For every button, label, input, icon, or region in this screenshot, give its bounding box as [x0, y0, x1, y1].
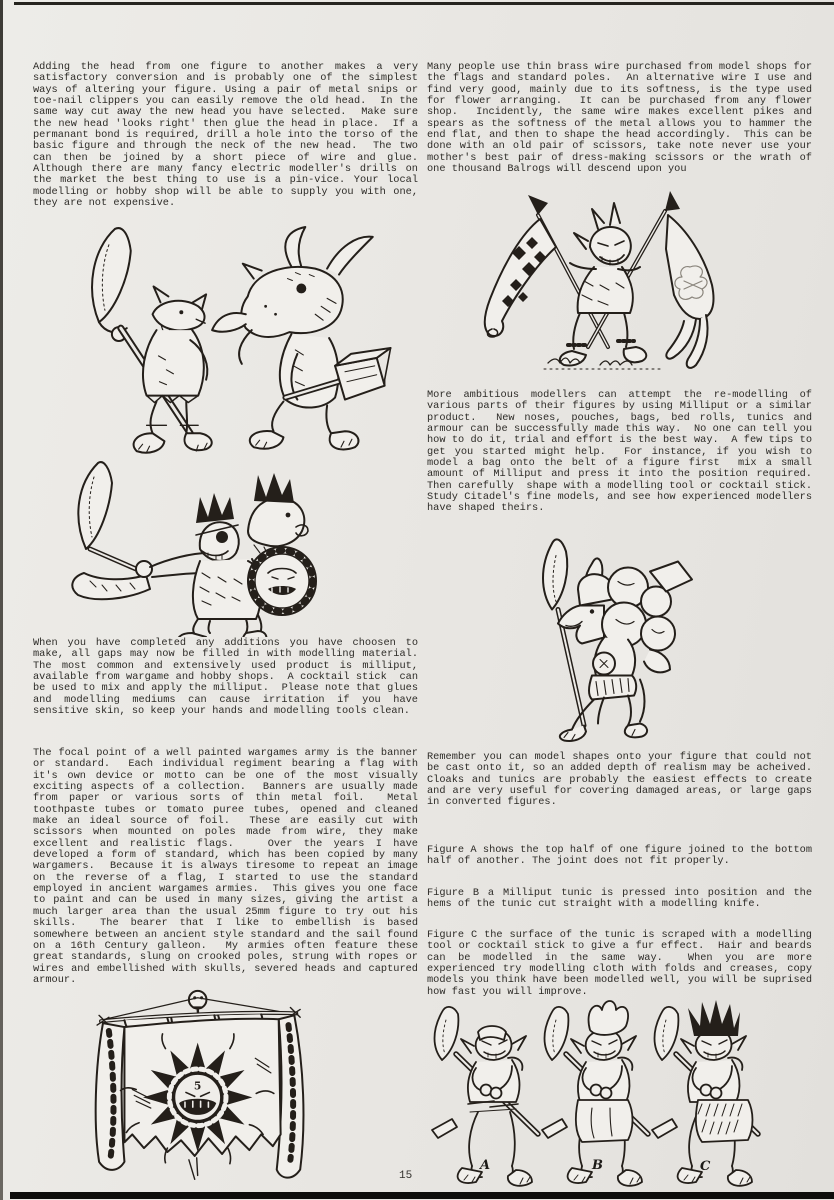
paragraph-milliput-gaps: When you have completed any additions you have choosen to make, all gaps may now be filled in with modelling material. The most common and extensively used product is milliput, available from wargame and hobby shops. A cocktail stick can be used to mix and apply the milliput. Please note that glues and modelling mediums can cause irritation if you have sensitive skin, so keep your hands and modelling tools clean.: [33, 637, 431, 718]
paragraph-model-shapes: Remember you can model shapes onto your figure that could not be cast onto it, so an added depth of realism may be acheived. Cloaks and tunics are probably the easiest effects to create and are very useful for covering damaged areas, or large gaps in converted figures.: [427, 751, 825, 809]
page-top-border: [14, 2, 834, 5]
illustration-standard-bearer: [460, 188, 760, 380]
paragraph-brass-wire: Many people use thin brass wire purchased from model shops for the flags and standard poles. An alternative wire I use and find very good, mainly due to its softness, is the type used for flower arranging. It can be purchased from any flower shop. Incidently, the same wire makes excellent pikes and spears as the softness of the metal allows you to hammer the end flat, and then to shape the head accordingly. This can be done with an old pair of scissors, take note never use your mother's best pair of dress-making scissors or the wrath of one thousand Balrogs will descend upon you: [427, 61, 819, 176]
paragraph-banners-standards: The focal point of a well painted wargames army is the banner or standard. Each individual regiment bearing a flag with it's own device or motto can be one of the most visually exciting aspects of a collection. Banners are usually made from paper or various sorts of thin metal foil. Metal toothpaste tubes or tomato puree tubes, opened and cleaned make an ideal source of foil. These are easily cut with scissors when mounted on poles made from wire, they make excellent and realistic flags. Over the years I have developed a form of standard, which has been copied by many wargamers. Because it is always tiresome to repeat an image on the reverse of a flag, I started to use the standard employed in ancient wargames armies. This gives you one face to paint and can be used in many sizes, giving the artist a much larger area than the usual 25mm figure to try out his skills. The bearer that I like to embellish is based somewhere between an ancient style standard and the sail found on a 16th Century galleon. My armies often feature these great standards, slung on crooked poles, strung with ropes or wires and embellished with skulls, severed heads and captured armour.: [33, 747, 425, 986]
figure-label-c: C: [700, 1159, 711, 1174]
paragraph-figure-c: Figure C the surface of the tunic is scraped with a modelling tool or cocktail stick to give a fur effect. Hair and beards can be modelled in the same way. When you are more experienced try modelling cloth with folds and creases, copy models you think have been modelled well, you will be suprised how fast you will improve.: [427, 929, 819, 998]
figure-c-drawing: [652, 1000, 758, 1186]
paragraph-figure-a: Figure A shows the top half of one figure joined to the bottom half of another. The joint does not fit properly.: [427, 844, 819, 868]
paragraph-figure-b: Figure B a Milliput tunic is pressed into position and the hems of the tunic cut straight with a modelling knife.: [427, 887, 819, 911]
standard-bearer-drawing: [485, 191, 714, 369]
page-bottom-border: [10, 1192, 834, 1199]
pack-goblin-drawing: [543, 539, 692, 741]
illustration-two-headed-goblin: [50, 457, 390, 637]
illustration-pack-goblin: [500, 528, 740, 746]
illustration-sun-banner: [60, 988, 390, 1193]
paragraph-head-conversion: Adding the head from one figure to another makes a very satisfactory conversion and is probably one of the simplest ways of altering your figure. Using a pair of metal snips or toe-nail clippers you can easily remove the old head. In the same way cut away the new head you have selected. Make sure the new head 'looks right' then glue the head in place. If a permanant bond is required, drill a hole into the torso of the basic figure and through the neck of the new head. The two can then be joined by a short piece of wire and glue. Although there are many fancy electric modeller's drills on the market the best thing to use is a pin-vice. Your local modelling or hobby shop will be able to supply you with one, they are not expensive.: [33, 61, 431, 210]
paragraph-remodelling-milliput: More ambitious modellers can attempt the re-modelling of various parts of their figures by using Milliput or a similar product. New noses, pouches, bags, bed rolls, tunics and armour can be successfully made this way. No one can tell you how to do it, trial and effort is the best way. A few tips to get you started might help. For instance, if you wish to model a bag onto the belt of a figure first mix a small amount of Milliput and press it into the position required. Then carefully shape with a modelling tool or cocktail stick. Study Citadel's fine models, and see how experienced modellers have shaped theirs.: [427, 389, 831, 515]
illustration-two-goblins: [40, 223, 400, 466]
figure-label-b: B: [592, 1158, 603, 1173]
sun-banner-drawing: [96, 991, 304, 1179]
svg-text:5: 5: [193, 1079, 202, 1093]
page-left-border: [0, 0, 3, 1200]
two-headed-goblin-drawing: [72, 462, 316, 637]
goblin-with-scythe-drawing: [92, 228, 212, 453]
figure-label-a: A: [480, 1158, 491, 1173]
page-number: 15: [399, 1170, 413, 1182]
horned-skull-creature-drawing: [212, 227, 391, 449]
